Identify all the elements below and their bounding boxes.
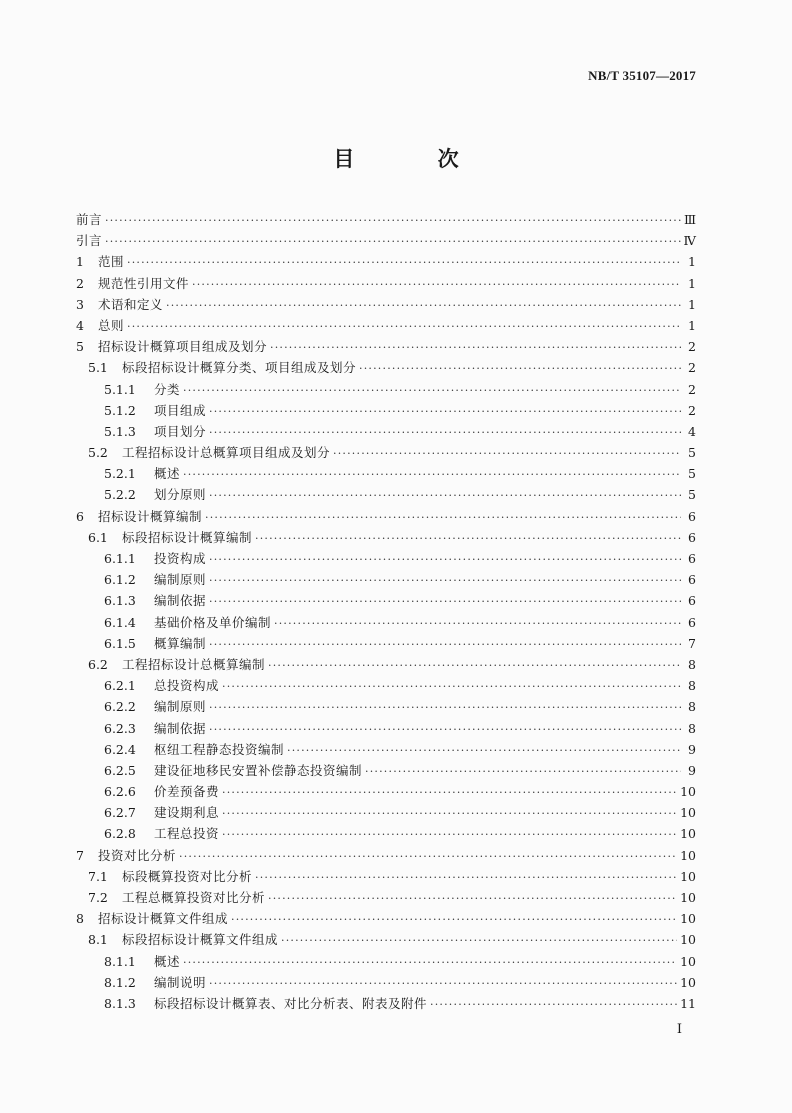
toc-entry[interactable] xyxy=(76,443,696,464)
toc-entry[interactable] xyxy=(76,824,696,845)
dot-leader xyxy=(209,977,677,990)
toc-entry[interactable] xyxy=(76,740,696,761)
toc-entry-number: 6.2.7 xyxy=(104,805,136,821)
toc-entry[interactable] xyxy=(76,930,696,951)
dot-leader xyxy=(281,934,677,947)
toc-entry-page: 10 xyxy=(680,784,696,800)
dot-leader xyxy=(179,850,677,863)
toc-entry-number: 5.2 xyxy=(88,445,108,461)
toc-entry[interactable] xyxy=(76,274,696,295)
toc-entry-number: 6.1.4 xyxy=(104,614,136,630)
toc-entry-title: 基础价格及单价编制 xyxy=(154,614,272,630)
dot-leader xyxy=(287,744,681,757)
toc-entry-page: 8 xyxy=(688,720,696,736)
toc-entry-number: 5.1.3 xyxy=(104,423,136,439)
toc-entry[interactable] xyxy=(76,380,696,401)
toc-entry-number: 5.2.2 xyxy=(104,487,136,503)
toc-entry-title: 标段招标设计概算分类、项目组成及划分 xyxy=(122,360,357,376)
toc-entry[interactable] xyxy=(76,634,696,655)
dot-leader xyxy=(268,659,681,672)
toc-entry-title: 划分原则 xyxy=(154,487,207,503)
toc-entry-page: 10 xyxy=(680,847,696,863)
toc-entry[interactable] xyxy=(76,358,696,379)
toc-entry-page: 6 xyxy=(688,614,696,630)
toc-entry-number: 8.1.1 xyxy=(104,953,136,969)
dot-leader xyxy=(430,998,677,1011)
toc-entry-page: 11 xyxy=(680,995,696,1011)
toc-entry-page: 6 xyxy=(688,529,696,545)
toc-entry-title: 建设征地移民安置补偿静态投资编制 xyxy=(154,762,363,778)
toc-entry-page: 10 xyxy=(680,911,696,927)
toc-entry[interactable] xyxy=(76,295,696,316)
toc-entry-title: 工程总投资 xyxy=(154,826,220,842)
toc-entry-number: 6.2.5 xyxy=(104,762,136,778)
dot-leader xyxy=(209,723,681,736)
toc-entry[interactable] xyxy=(76,337,696,358)
toc-entry-number: 5.1.1 xyxy=(104,381,136,397)
toc-entry-title: 标段招标设计概算编制 xyxy=(122,529,253,545)
toc-entry[interactable] xyxy=(76,719,696,740)
toc-entry-page: 8 xyxy=(688,699,696,715)
toc-entry-number: 6.2.2 xyxy=(104,699,136,715)
toc-entry-number: 7.2 xyxy=(88,890,108,905)
dot-leader xyxy=(209,595,681,608)
toc-entry-number: 6.1 xyxy=(88,529,108,545)
toc-entry-title: 编制原则 xyxy=(154,572,207,588)
toc-entry[interactable] xyxy=(76,252,696,273)
toc-entry-title: 工程招标设计总概算编制 xyxy=(122,656,266,672)
toc-entry-page: 2 xyxy=(688,381,696,397)
toc-entry-title: 规范性引用文件 xyxy=(98,275,190,291)
dot-leader xyxy=(255,871,677,884)
toc-entry-page: 1 xyxy=(688,296,696,312)
dot-leader xyxy=(270,341,681,354)
toc-entry-number: 6.1.3 xyxy=(104,593,136,609)
toc-entry-title: 标段招标设计概算表、对比分析表、附表及附件 xyxy=(154,995,428,1011)
toc-entry-number: 2 xyxy=(76,275,84,291)
toc-entry[interactable] xyxy=(76,846,696,867)
toc-entry-title: 招标设计概算文件组成 xyxy=(98,911,229,927)
toc-entry-number: 8.1 xyxy=(88,932,108,948)
toc-entry-title: 概算编制 xyxy=(154,635,207,651)
table-of-contents xyxy=(76,210,696,1015)
dot-leader xyxy=(209,405,681,418)
dot-leader xyxy=(209,426,681,439)
toc-entry[interactable] xyxy=(76,697,696,718)
toc-entry[interactable] xyxy=(76,909,696,930)
toc-entry-page: 1 xyxy=(688,254,696,270)
toc-entry[interactable] xyxy=(76,761,696,782)
toc-entry[interactable] xyxy=(76,867,696,888)
dot-leader xyxy=(127,320,681,333)
toc-entry-title: 总投资构成 xyxy=(154,678,220,694)
toc-entry[interactable] xyxy=(76,316,696,337)
toc-entry-page: 10 xyxy=(680,953,696,969)
document-code: NB/T 35107—2017 xyxy=(588,68,696,83)
toc-entry-number: 7.1 xyxy=(88,868,108,884)
toc-entry[interactable] xyxy=(76,210,696,231)
toc-entry-number: 8.1.2 xyxy=(104,974,136,990)
toc-entry-title: 标段招标设计概算文件组成 xyxy=(122,932,279,948)
toc-entry-title: 概述 xyxy=(154,953,181,969)
dot-leader xyxy=(209,574,681,587)
toc-entry-number: 6.1.5 xyxy=(104,635,136,651)
toc-entry[interactable] xyxy=(76,994,696,1015)
toc-entry-number: 3 xyxy=(76,296,84,312)
toc-entry[interactable] xyxy=(76,803,696,824)
toc-entry-number: 6.2 xyxy=(88,656,108,672)
toc-entry-page: Ⅲ xyxy=(683,212,696,227)
page-number: I xyxy=(676,1022,682,1037)
toc-entry-page: 8 xyxy=(688,678,696,694)
dot-leader xyxy=(183,384,681,397)
toc-entry-page: 4 xyxy=(688,423,696,439)
toc-entry-page: 1 xyxy=(688,275,696,291)
toc-entry-title: 编制说明 xyxy=(154,974,207,990)
toc-entry-title: 价差预备费 xyxy=(154,784,220,800)
toc-entry-title: 招标设计概算编制 xyxy=(98,508,203,524)
toc-entry-number: 8 xyxy=(76,911,84,927)
toc-entry-number: 6 xyxy=(76,508,84,524)
toc-entry-page: 6 xyxy=(688,593,696,609)
toc-entry-number: 6.1.1 xyxy=(104,551,136,566)
toc-entry[interactable] xyxy=(76,613,696,634)
dot-leader xyxy=(205,511,681,524)
toc-entry-number: 6.2.3 xyxy=(104,720,136,736)
toc-entry-title: 枢纽工程静态投资编制 xyxy=(154,741,285,757)
toc-entry[interactable] xyxy=(76,231,696,252)
toc-entry-title: 前言 xyxy=(76,212,103,227)
toc-entry-number: 6.2.6 xyxy=(104,784,136,800)
toc-entry-title: 范围 xyxy=(98,254,125,270)
toc-entry-page: 6 xyxy=(688,551,696,566)
toc-entry[interactable] xyxy=(76,422,696,443)
dot-leader xyxy=(192,278,681,291)
toc-entry[interactable] xyxy=(76,570,696,591)
toc-entry-number: 5.1.2 xyxy=(104,402,136,418)
toc-entry-title: 投资对比分析 xyxy=(98,847,177,863)
toc-entry[interactable] xyxy=(76,507,696,528)
toc-entry-page: 10 xyxy=(680,932,696,948)
dot-leader xyxy=(333,447,681,460)
dot-leader xyxy=(222,786,677,799)
toc-entry-title: 术语和定义 xyxy=(98,296,164,312)
dot-leader xyxy=(209,553,681,566)
toc-entry-page: 5 xyxy=(688,445,696,461)
dot-leader xyxy=(183,956,677,969)
toc-entry-number: 7 xyxy=(76,847,84,863)
toc-entry-number: 4 xyxy=(76,317,84,333)
toc-entry-page: Ⅳ xyxy=(683,233,696,249)
dot-leader xyxy=(209,489,681,502)
page-title: 目 次 xyxy=(333,146,497,171)
toc-entry-title: 编制依据 xyxy=(154,720,207,736)
toc-entry-title: 投资构成 xyxy=(154,551,207,566)
toc-entry[interactable] xyxy=(76,655,696,676)
toc-entry-number: 1 xyxy=(76,254,84,270)
toc-entry-page: 2 xyxy=(688,339,696,355)
dot-leader xyxy=(127,256,681,269)
dot-leader xyxy=(183,468,681,481)
dot-leader xyxy=(365,765,681,778)
toc-entry-page: 6 xyxy=(688,572,696,588)
toc-entry-number: 5.2.1 xyxy=(104,466,136,482)
toc-entry-page: 10 xyxy=(680,805,696,821)
toc-entry-number: 6.2.8 xyxy=(104,826,136,842)
toc-entry-page: 5 xyxy=(688,466,696,482)
toc-entry-title: 分类 xyxy=(154,381,181,397)
toc-entry-page: 2 xyxy=(688,402,696,418)
toc-entry[interactable] xyxy=(76,676,696,697)
dot-leader xyxy=(274,617,681,630)
dot-leader xyxy=(105,214,681,227)
toc-entry-page: 9 xyxy=(688,762,696,778)
toc-entry-title: 工程招标设计总概算项目组成及划分 xyxy=(122,445,331,461)
toc-entry-title: 编制原则 xyxy=(154,699,207,715)
toc-entry-page: 10 xyxy=(680,890,696,905)
toc-entry-number: 6.2.4 xyxy=(104,741,136,757)
toc-entry[interactable] xyxy=(76,591,696,612)
toc-entry-page: 9 xyxy=(688,741,696,757)
toc-entry-title: 概述 xyxy=(154,466,181,482)
toc-entry-title: 建设期利息 xyxy=(154,805,220,821)
toc-entry-number: 6.1.2 xyxy=(104,572,136,588)
toc-entry-number: 5.1 xyxy=(88,360,108,376)
toc-entry-page: 7 xyxy=(688,635,696,651)
toc-entry-title: 招标设计概算项目组成及划分 xyxy=(98,339,268,355)
toc-entry[interactable] xyxy=(76,401,696,422)
toc-entry-page: 8 xyxy=(688,656,696,672)
toc-entry[interactable] xyxy=(76,464,696,485)
toc-entry[interactable] xyxy=(76,973,696,994)
toc-entry-page: 10 xyxy=(680,974,696,990)
toc-entry[interactable] xyxy=(76,888,696,909)
dot-leader xyxy=(166,299,681,312)
toc-entry-page: 2 xyxy=(688,360,696,376)
dot-leader xyxy=(222,807,677,820)
toc-entry-page: 10 xyxy=(680,826,696,842)
toc-entry-title: 总则 xyxy=(98,317,125,333)
toc-entry-page: 5 xyxy=(688,487,696,503)
dot-leader xyxy=(359,362,681,375)
toc-entry-title: 项目组成 xyxy=(154,402,207,418)
dot-leader xyxy=(209,701,681,714)
dot-leader xyxy=(268,892,677,905)
dot-leader xyxy=(222,828,677,841)
toc-entry[interactable] xyxy=(76,782,696,803)
dot-leader xyxy=(231,913,677,926)
toc-entry-title: 工程总概算投资对比分析 xyxy=(122,890,266,905)
dot-leader xyxy=(209,638,681,651)
dot-leader xyxy=(105,235,680,248)
toc-entry[interactable] xyxy=(76,549,696,570)
toc-entry-title: 标段概算投资对比分析 xyxy=(122,868,253,884)
toc-entry[interactable] xyxy=(76,528,696,549)
toc-entry-number: 6.2.1 xyxy=(104,678,136,694)
dot-leader xyxy=(222,680,681,693)
toc-entry-number: 5 xyxy=(76,339,84,355)
toc-entry-number: 8.1.3 xyxy=(104,995,136,1011)
toc-entry-title: 编制依据 xyxy=(154,593,207,609)
toc-entry-title: 项目划分 xyxy=(154,423,207,439)
toc-entry-page: 10 xyxy=(680,868,696,884)
toc-entry[interactable] xyxy=(76,485,696,506)
toc-entry-page: 6 xyxy=(688,508,696,524)
toc-entry-title: 引言 xyxy=(76,233,103,249)
toc-entry[interactable] xyxy=(76,952,696,973)
toc-entry-page: 1 xyxy=(688,317,696,333)
dot-leader xyxy=(255,532,681,545)
